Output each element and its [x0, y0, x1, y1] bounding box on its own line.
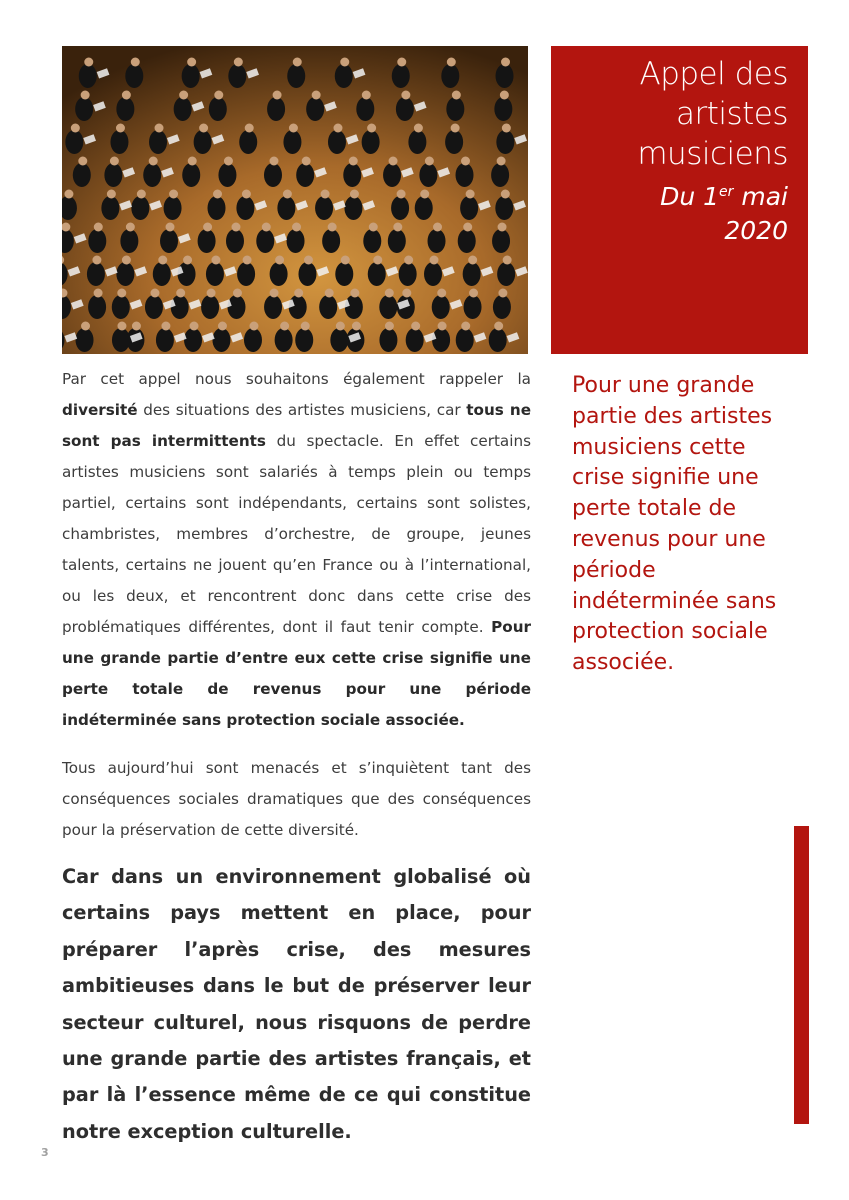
title-line-2: artistes: [675, 96, 788, 132]
orchestra-photo: [62, 46, 528, 354]
text-run: du spectacle. En effet certains artistes musiciens sont salariés à temps plein ou temps partiel, certains sont indépendants, certains sont solistes, chambristes, membres d’orchestre, de groupe, jeunes talents, certains ne jouent qu’en France ou à l’international, ou les deux, et rencontrent donc dans cette crise des problématiques différentes, dont il faut tenir compte.: [62, 432, 531, 636]
date-suffix: mai: [733, 182, 788, 211]
accent-bar: [794, 826, 809, 1124]
title-block: [551, 46, 808, 354]
bold-run: Pour une grande partie d’entre eux cette crise signifie une perte totale de revenus pour une période indéterminée sans protection sociale associée.: [62, 618, 531, 729]
title-line-3: musiciens: [637, 136, 788, 172]
text-run: Par cet appel nous souhaitons également rappeler la: [62, 370, 531, 388]
date-year: 2020: [724, 216, 788, 245]
paragraph-1: [62, 364, 531, 736]
date-sup: er: [719, 184, 734, 200]
bold-run: tous ne sont pas intermittents: [62, 401, 531, 450]
orchestra-illustration: [62, 46, 528, 354]
page-number: 3: [41, 1146, 49, 1159]
bold-run: diversité: [62, 401, 138, 419]
title-line-1: Appel des: [639, 56, 788, 92]
text-run: des situations des artistes musiciens, car: [137, 401, 467, 419]
pull-quote: Pour une grande partie des artistes musiciens cette crise signifie une perte totale de revenus pour une période indéterminée sans protection sociale associée.: [572, 373, 777, 676]
body-text: [62, 364, 531, 846]
emphasis-paragraph: Car dans un environnement globalisé où certains pays mettent en place, pour préparer l’après crise, des mesures ambitieuses dans le but de préserver leur secteur culturel, nous risquons de perdre une grande partie des artistes français, et par là l’essence même de ce qui constitue notre exception culturelle.: [62, 865, 531, 1143]
title-date: [561, 176, 788, 213]
date-prefix: Du 1: [660, 182, 720, 211]
paragraph-2: Tous aujourd’hui sont menacés et s’inquiètent tant des conséquences sociales dramatiques que des conséquences pour la préservation de cette diversité.: [62, 759, 531, 839]
